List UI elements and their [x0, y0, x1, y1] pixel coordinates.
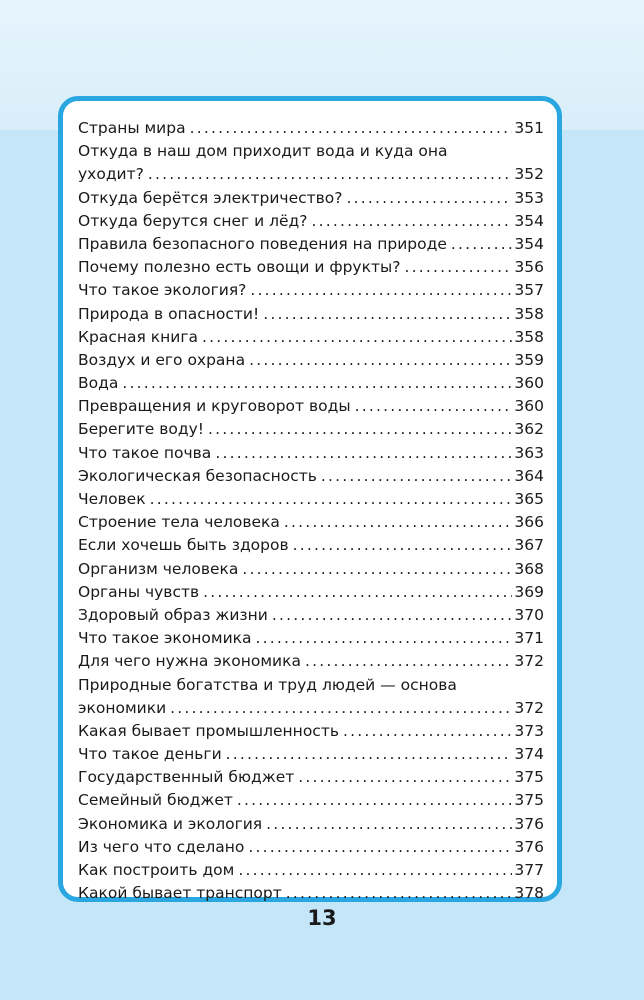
- toc-entry-title: Из чего что сделано: [78, 837, 245, 856]
- toc-entry: [78, 395, 544, 418]
- page-number: 13: [307, 906, 337, 930]
- toc-entry-title: Что такое экология?: [78, 281, 247, 300]
- toc-entry: [78, 256, 544, 279]
- toc-entry: [78, 836, 544, 859]
- dot-leader: [404, 256, 512, 279]
- toc-entry: [78, 349, 544, 372]
- toc-entry-title: Экологическая безопасность: [78, 466, 317, 485]
- toc-entry-page: 375: [514, 768, 544, 787]
- toc-entry-title: Почему полезно есть овощи и фрукты?: [78, 258, 401, 277]
- toc-entry-title: Откуда берутся снег и лёд?: [78, 211, 308, 230]
- toc-entry-page: 351: [514, 119, 544, 137]
- dot-leader: [226, 743, 513, 766]
- dot-leader: [321, 465, 513, 488]
- toc-entry: [78, 558, 544, 581]
- toc-entry-title: Красная книга: [78, 327, 198, 346]
- toc-entry-line: [78, 210, 544, 233]
- toc-entry-line: [78, 117, 544, 140]
- dot-leader: [242, 558, 512, 581]
- toc-entry: [78, 210, 544, 233]
- toc-entry-line: [78, 836, 544, 859]
- toc-entry: [78, 140, 544, 186]
- toc-entry-title: экономики: [78, 698, 167, 717]
- dot-leader: [305, 650, 512, 673]
- toc-entry-line: [78, 882, 544, 905]
- toc-entry-line: [78, 256, 544, 279]
- toc-entry-title-line: Откуда в наш дом приходит вода и куда она: [78, 142, 448, 161]
- toc-entry: [78, 117, 544, 140]
- toc-entry-title: Откуда берётся электричество?: [78, 188, 343, 207]
- toc-entry: [78, 233, 544, 256]
- dot-leader: [451, 233, 513, 256]
- toc-entry-page: 360: [514, 397, 544, 416]
- toc-entry-page: 372: [514, 652, 544, 671]
- dot-leader: [343, 720, 512, 743]
- toc-entry-page: 362: [514, 420, 544, 439]
- dot-leader: [170, 697, 512, 720]
- toc-entry: [78, 650, 544, 673]
- toc-entry-title: Превращения и круговорот воды: [78, 397, 351, 416]
- toc-entry-line: [78, 558, 544, 581]
- toc-entry-title: Воздух и его охрана: [78, 350, 246, 369]
- toc-entry-line: [78, 813, 544, 836]
- toc-entry-line: [78, 697, 544, 720]
- dot-leader: [286, 882, 513, 905]
- toc-entry-page: 377: [514, 861, 544, 879]
- dot-leader: [122, 372, 512, 395]
- toc-entry-page: 353: [514, 188, 544, 207]
- toc-entry-title: Какая бывает промышленность: [78, 721, 339, 740]
- toc-entry-line: [78, 395, 544, 418]
- dot-leader: [293, 534, 513, 557]
- dot-leader: [284, 511, 513, 534]
- toc-entry: [78, 442, 544, 465]
- toc-entry-title: Для чего нужна экономика: [78, 652, 301, 671]
- toc-entry-page: 373: [514, 721, 544, 740]
- dot-leader: [311, 210, 512, 233]
- dot-leader: [298, 766, 512, 789]
- toc-entry: [78, 372, 544, 395]
- toc-entry-page: 359: [514, 350, 544, 369]
- dot-leader: [248, 836, 512, 859]
- toc-entry-title: Что такое деньги: [78, 745, 222, 764]
- dot-leader: [237, 789, 513, 812]
- dot-leader: [202, 326, 512, 349]
- toc-entry-line: [78, 488, 544, 511]
- toc-entry-title: Если хочешь быть здоров: [78, 536, 289, 555]
- toc-entry-page: 356: [514, 258, 544, 277]
- toc-entry-title: уходит?: [78, 165, 144, 184]
- toc-entry: [78, 720, 544, 743]
- toc-entry-line: [78, 187, 544, 210]
- toc-entry: [78, 813, 544, 836]
- toc-entry-page: 358: [514, 304, 544, 323]
- toc-entry: [78, 766, 544, 789]
- toc-entry-line: [78, 465, 544, 488]
- toc-entry-line: [78, 766, 544, 789]
- toc-entry-page: 352: [514, 165, 544, 184]
- dot-leader: [355, 395, 513, 418]
- toc-entry-line: [78, 442, 544, 465]
- toc-entry-line: [78, 303, 544, 326]
- toc-entry-line: [78, 326, 544, 349]
- toc-entry-page: 354: [514, 234, 544, 253]
- dot-leader: [347, 187, 513, 210]
- toc-entry-line: [78, 534, 544, 557]
- toc-entry-line: [78, 650, 544, 673]
- toc-entry-title: Как построить дом: [78, 861, 235, 879]
- toc-entry: [78, 326, 544, 349]
- toc-entry-page: 354: [514, 211, 544, 230]
- toc-entry-line: [78, 372, 544, 395]
- toc-entry-line: [78, 581, 544, 604]
- toc-entry: [78, 789, 544, 812]
- toc-entry-title: Семейный бюджет: [78, 791, 233, 810]
- toc-entry-page: 368: [514, 559, 544, 578]
- toc-entry-title: Экономика и экология: [78, 814, 263, 833]
- toc-entry: [78, 604, 544, 627]
- toc-entry-line: [78, 789, 544, 812]
- toc-entry-line: [78, 418, 544, 441]
- toc-entry-title: Организм человека: [78, 559, 239, 578]
- table-of-contents: [78, 117, 544, 905]
- toc-entry-title: Страны мира: [78, 119, 186, 137]
- dot-leader: [256, 627, 513, 650]
- toc-entry: [78, 581, 544, 604]
- toc-entry-title: Правила безопасного поведения на природе: [78, 234, 447, 253]
- toc-entry-page: 367: [514, 536, 544, 555]
- dot-leader: [208, 418, 512, 441]
- toc-entry: [78, 465, 544, 488]
- toc-entry-page: 378: [514, 884, 544, 903]
- dot-leader: [263, 303, 512, 326]
- toc-entry-line: [78, 233, 544, 256]
- toc-entry: [78, 187, 544, 210]
- toc-entry-page: 374: [514, 745, 544, 764]
- toc-entry-line: [78, 859, 544, 882]
- toc-entry-title: Государственный бюджет: [78, 768, 295, 787]
- toc-entry-title: Вода: [78, 374, 119, 393]
- toc-entry-page: 365: [514, 490, 544, 508]
- toc-entry-line: [78, 604, 544, 627]
- dot-leader: [190, 117, 513, 140]
- toc-entry-title-line: Природные богатства и труд людей — основа: [78, 675, 457, 694]
- toc-entry: [78, 627, 544, 650]
- toc-entry: [78, 303, 544, 326]
- toc-entry: [78, 674, 544, 720]
- toc-entry: [78, 882, 544, 905]
- dot-leader: [272, 604, 513, 627]
- toc-entry-line: [78, 743, 544, 766]
- toc-entry-page: 358: [514, 327, 544, 346]
- toc-entry-page: 360: [514, 374, 544, 393]
- toc-entry: [78, 279, 544, 302]
- toc-entry-page: 369: [514, 582, 544, 601]
- toc-entry-title: Что такое экономика: [78, 629, 252, 648]
- dot-leader: [250, 279, 512, 302]
- dot-leader: [266, 813, 512, 836]
- toc-entry-title: Природа в опасности!: [78, 304, 260, 323]
- toc-entry-title: Здоровый образ жизни: [78, 605, 268, 624]
- toc-entry: [78, 488, 544, 511]
- toc-entry-page: 376: [514, 814, 544, 833]
- dot-leader: [150, 488, 513, 511]
- toc-entry: [78, 418, 544, 441]
- toc-entry: [78, 511, 544, 534]
- toc-panel: [58, 96, 562, 902]
- dot-leader: [148, 163, 513, 186]
- toc-entry: [78, 534, 544, 557]
- dot-leader: [249, 349, 512, 372]
- dot-leader: [215, 442, 512, 465]
- toc-entry: [78, 743, 544, 766]
- dot-leader: [203, 581, 512, 604]
- toc-entry-title: Человек: [78, 490, 146, 508]
- toc-entry-title: Строение тела человека: [78, 513, 280, 532]
- toc-entry-page: 366: [514, 513, 544, 532]
- toc-entry-title: Органы чувств: [78, 582, 200, 601]
- toc-entry-line: [78, 720, 544, 743]
- toc-entry-title: Что такое почва: [78, 443, 212, 462]
- toc-entry-line: [78, 349, 544, 372]
- toc-entry-page: 370: [514, 605, 544, 624]
- dot-leader: [238, 859, 512, 882]
- toc-entry-page: 376: [514, 837, 544, 856]
- toc-entry-line: [78, 511, 544, 534]
- toc-entry-title: Какой бывает транспорт: [78, 884, 282, 903]
- toc-entry: [78, 859, 544, 882]
- toc-entry-line: [78, 163, 544, 186]
- toc-entry-page: 357: [514, 281, 544, 300]
- toc-entry-page: 372: [514, 698, 544, 717]
- toc-entry-line: [78, 279, 544, 302]
- toc-entry-page: 363: [514, 443, 544, 462]
- toc-entry-page: 371: [514, 629, 544, 648]
- toc-entry-page: 375: [514, 791, 544, 810]
- toc-entry-line: [78, 627, 544, 650]
- toc-entry-title: Берегите воду!: [78, 420, 204, 439]
- toc-entry-page: 364: [514, 466, 544, 485]
